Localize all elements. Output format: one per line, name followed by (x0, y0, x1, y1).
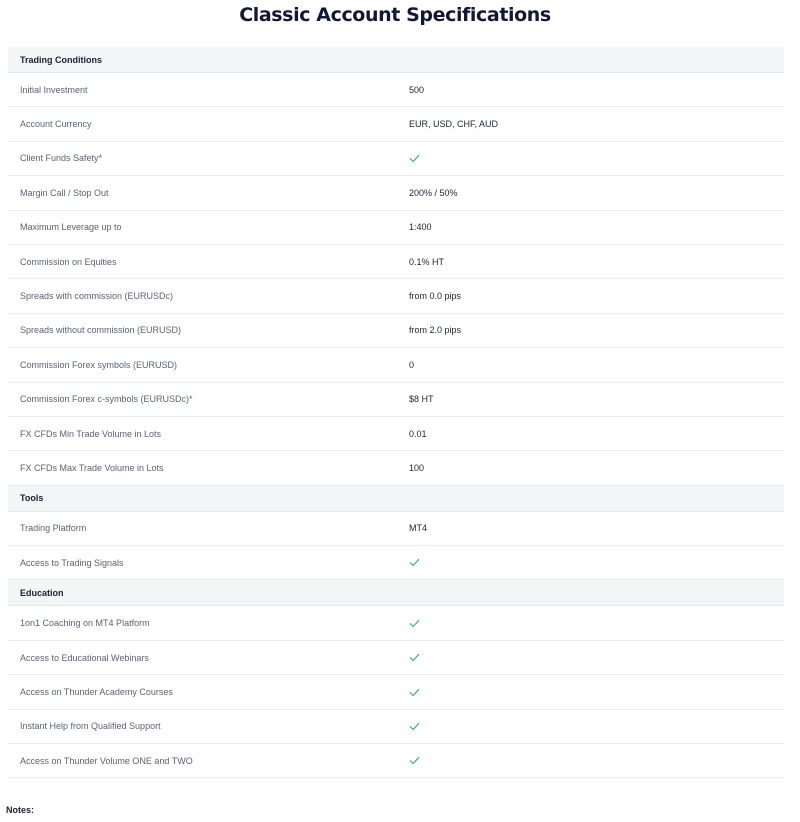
notes-heading: Notes: (6, 805, 35, 815)
table-row (8, 675, 784, 709)
table-row (8, 744, 784, 778)
section-header: Education (8, 580, 784, 606)
row-label: 1on1 Coaching on MT4 Platform (20, 618, 150, 629)
table-row (8, 417, 784, 451)
row-value: 0.1% HT (409, 256, 445, 267)
row-label: Client Funds Safety* (20, 153, 103, 164)
checkmark-icon (409, 153, 420, 164)
row-label: Trading Platform (20, 523, 87, 534)
checkmark-icon (409, 687, 420, 698)
row-value: from 2.0 pips (409, 325, 462, 336)
row-value-check (397, 721, 784, 732)
row-value-check (397, 652, 784, 663)
spec-table (8, 47, 784, 778)
row-label: Account Currency (20, 119, 92, 130)
table-row (8, 107, 784, 141)
row-label: Commission Forex symbols (EURUSD) (20, 359, 178, 370)
row-label: Commission on Equities (20, 256, 117, 267)
row-value: 100 (409, 462, 425, 473)
checkmark-icon (409, 652, 420, 663)
row-label: Spreads without commission (EURUSD) (20, 325, 182, 336)
table-row (8, 383, 784, 417)
row-value: 500 (409, 84, 425, 95)
table-row (8, 176, 784, 210)
row-label: Access on Thunder Volume ONE and TWO (20, 755, 193, 766)
table-row (8, 279, 784, 313)
checkmark-icon (409, 618, 420, 629)
checkmark-icon (409, 721, 420, 732)
table-row (8, 606, 784, 640)
row-value: 200% / 50% (409, 187, 458, 198)
table-row (8, 245, 784, 279)
table-row (8, 142, 784, 176)
table-row (8, 710, 784, 744)
row-value: MT4 (409, 523, 427, 534)
row-label: Access to Trading Signals (20, 557, 124, 568)
section-2 (8, 580, 784, 778)
table-row (8, 73, 784, 107)
row-label: Instant Help from Qualified Support (20, 721, 161, 732)
table-row (8, 451, 784, 485)
row-value-check (397, 153, 784, 164)
row-label: Initial Investment (20, 84, 88, 95)
row-label: Maximum Leverage up to (20, 222, 122, 233)
row-label: Margin Call / Stop Out (20, 187, 109, 198)
row-value-check (397, 686, 784, 697)
row-value-check (397, 557, 784, 568)
row-label: Commission Forex c-symbols (EURUSDc)* (20, 394, 193, 405)
checkmark-icon (409, 557, 420, 568)
row-label: Access on Thunder Academy Courses (20, 686, 173, 697)
row-value: from 0.0 pips (409, 291, 462, 302)
row-label: FX CFDs Max Trade Volume in Lots (20, 462, 164, 473)
row-value: EUR, USD, CHF, AUD (409, 119, 499, 130)
row-label: Access to Educational Webinars (20, 652, 149, 663)
table-row (8, 348, 784, 382)
row-label: FX CFDs Min Trade Volume in Lots (20, 428, 162, 439)
table-row (8, 314, 784, 348)
checkmark-icon (409, 755, 420, 766)
row-value-check (397, 755, 784, 766)
page-title: Classic Account Specifications (239, 4, 551, 26)
row-label: Spreads with commission (EURUSDc) (20, 291, 174, 302)
section-header: Trading Conditions (8, 47, 784, 73)
row-value-check (397, 618, 784, 629)
row-value: $8 HT (409, 394, 434, 405)
table-row (8, 512, 784, 546)
table-row (8, 546, 784, 580)
section-1 (8, 486, 784, 581)
section-0 (8, 47, 784, 486)
row-value: 0.01 (409, 428, 427, 439)
table-row (8, 211, 784, 245)
row-value: 1:400 (409, 222, 432, 233)
row-value: 0 (409, 359, 415, 370)
section-header: Tools (8, 486, 784, 512)
table-row (8, 641, 784, 675)
